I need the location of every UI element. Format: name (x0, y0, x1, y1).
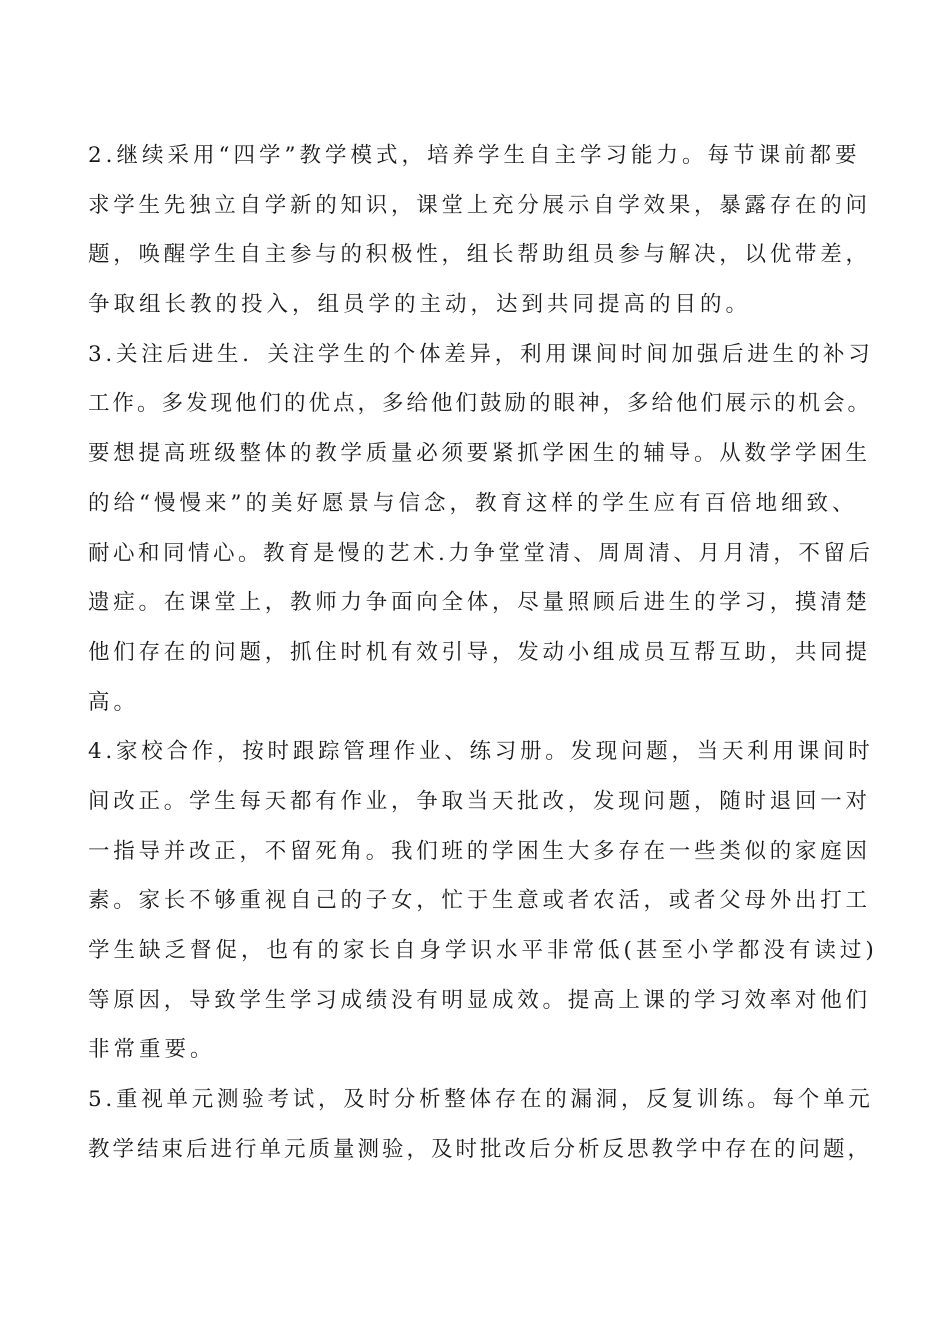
text-line: 非常重要。 (88, 1037, 216, 1063)
text-line: 素。家长不够重视自己的子女，忙于生意或者农活，或者父母外出打工 (88, 888, 871, 914)
text-line: 间改正。学生每天都有作业，争取当天批改，发现问题，随时退回一对 (88, 788, 871, 814)
text-line: 争取组长教的投入，组员学的主动，达到共同提高的目的。 (88, 292, 752, 318)
text-line: 求学生先独立自学新的知识，课堂上充分展示自学效果，暴露存在的问 (88, 192, 871, 218)
text-line: 3.关注后进生．关注学生的个体差异，利用课间时间加强后进生的补习 (88, 341, 874, 367)
text-line: 一指导并改正，不留死角。我们班的学困生大多存在一些类似的家庭因 (88, 838, 871, 864)
text-line: 5.重视单元测验考试，及时分析整体存在的漏洞，反复训练。每个单元 (88, 1087, 874, 1113)
text-line: 他们存在的问题，抓住时机有效引导，发动小组成员互帮互助，共同提 (88, 639, 871, 665)
document-body (88, 131, 878, 1174)
text-line: 4.家校合作，按时跟踪管理作业、练习册。发现问题，当天利用课间时 (88, 739, 874, 765)
text-line: 工作。多发现他们的优点，多给他们鼓励的眼神，多给他们展示的机会。 (88, 391, 873, 417)
text-line: 的给“慢慢来”的美好愿景与信念，教育这样的学生应有百倍地细致、 (88, 490, 858, 516)
text-line: 高。 (88, 689, 140, 715)
text-line: 要想提高班级整体的教学质量必须要紧抓学困生的辅导。从数学学困生 (88, 441, 871, 467)
text-line: 题，唤醒学生自主参与的积极性，组长帮助组员参与解决，以优带差， (88, 242, 871, 268)
text-line: 教学结束后进行单元质量测验，及时批改后分析反思教学中存在的问题， (88, 1136, 873, 1162)
text-line: 学生缺乏督促，也有的家长自身学识水平非常低(甚至小学都没有读过) (88, 938, 878, 963)
text-line: 2.继续采用“四学”教学模式，培养学生自主学习能力。每节课前都要 (88, 143, 861, 168)
text-line: 等原因，导致学生学习成绩没有明显成效。提高上课的学习效率对他们 (88, 987, 871, 1013)
text-line: 遗症。在课堂上，教师力争面向全体，尽量照顾后进生的学习，摸清楚 (88, 590, 871, 616)
text-line: 耐心和同情心。教育是慢的艺术.力争堂堂清、周周清、月月清，不留后 (88, 540, 874, 566)
